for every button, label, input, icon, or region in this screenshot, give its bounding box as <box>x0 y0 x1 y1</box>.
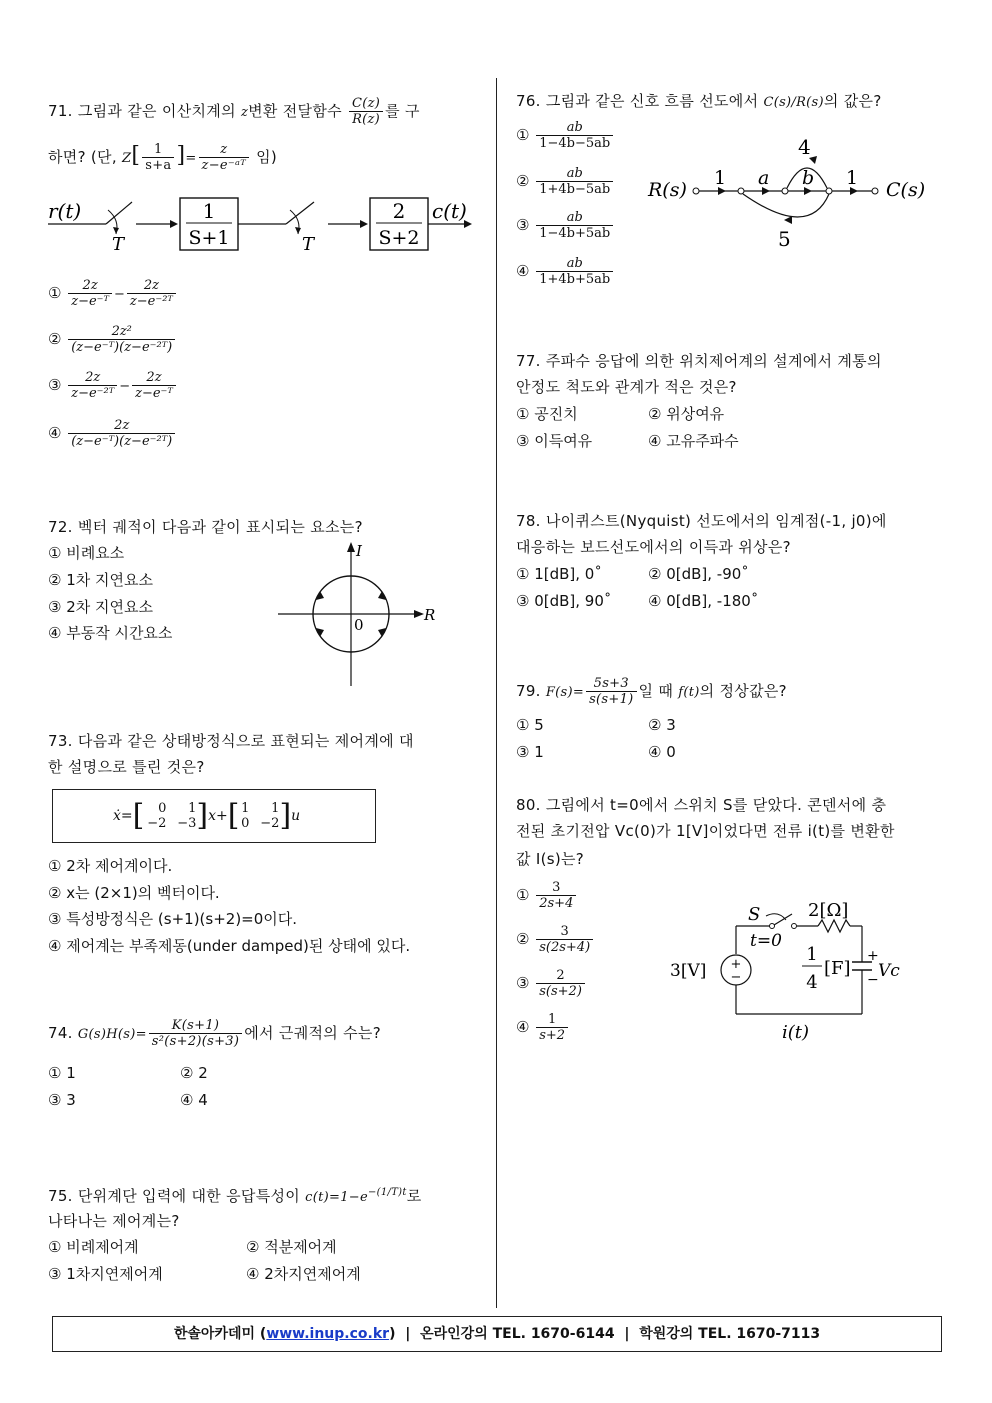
q76-opt4-num: ab <box>536 256 613 272</box>
q76-loop-gain-5: 5 <box>778 227 791 250</box>
q73-option-2[interactable]: ② x는 (2×1)의 벡터이다. <box>48 884 220 902</box>
q71-line2: 하면? (단, Z[ $\frac{1}{s+a}$ ]= $\frac{z}{\text{z−e⁻ᵃᵀ}}$ 임) <box>48 142 278 173</box>
q76-signal-flow-graph <box>646 134 936 250</box>
q71-hint-num: 1 <box>142 142 174 158</box>
footer-brand: 한솔아카데미 <box>173 1326 256 1342</box>
q80-switch-label: S <box>748 904 761 925</box>
q80-opt3-num: 2 <box>536 968 585 984</box>
q80-option-3[interactable] <box>516 968 587 999</box>
q77-option-2[interactable]: ② 위상여유 <box>648 405 725 423</box>
q74-num: K(s+1) <box>149 1018 242 1034</box>
q71-frac-den: R(z) <box>352 112 381 127</box>
q79-suffix-b: 의 정상값은? <box>699 682 787 700</box>
q71-opt1-op: − <box>114 287 125 302</box>
q79-option-2[interactable]: ② 3 <box>648 716 676 734</box>
q76-loop-gain-4: 4 <box>798 135 811 159</box>
q71-hint-z: Z <box>122 151 132 166</box>
q71-block1-den: S+1 <box>188 227 230 249</box>
q74-lhs: G(s)H(s)= <box>77 1027 147 1042</box>
q73-a22: −3 <box>177 816 197 831</box>
q80-vc-label: Vc <box>878 961 900 981</box>
q76-opt1-mark: ① <box>516 126 530 144</box>
q75-option-4[interactable]: ④ 2차지연제어계 <box>246 1265 361 1283</box>
q71-block2-den: S+2 <box>378 227 420 249</box>
q76-opt4-mark: ④ <box>516 262 530 280</box>
q71-option-3[interactable] <box>48 370 178 401</box>
q72-stem: 72. 벡터 궤적이 다음과 같이 표시되는 요소는? <box>48 518 363 536</box>
q74-option-3[interactable]: ③ 3 <box>48 1091 76 1109</box>
q71-opt3-b-den: z−e⁻ᵀ <box>135 386 173 401</box>
q77-stem-2: 안정도 척도와 관계가 적은 것은? <box>516 378 737 396</box>
q71-stem <box>48 96 478 127</box>
q71-hint-den: s+a <box>145 158 172 173</box>
q71-stem-c: 를 구 <box>385 102 420 120</box>
q80-opt1-num: 3 <box>536 880 576 896</box>
q73-eq-mid: x+ <box>208 808 228 824</box>
q71-block1-num: 1 <box>202 199 216 223</box>
q75-exponent: −(1/T)t <box>367 1187 407 1198</box>
q80-opt2-mark: ② <box>516 930 530 948</box>
q80-cap-plus: + <box>867 948 879 964</box>
q71-opt1-b-num: 2z <box>127 278 176 294</box>
q75-line2: 나타나는 제어계는? <box>48 1212 180 1230</box>
q76-opt2-mark: ② <box>516 172 530 190</box>
q73-a11: 0 <box>158 801 167 816</box>
q76-gain-b: b <box>802 167 815 189</box>
q78-option-2[interactable]: ② 0[dB], -90˚ <box>648 565 749 583</box>
q74-suffix: 에서 근궤적의 수는? <box>244 1024 381 1042</box>
q73-option-3[interactable]: ③ 특성방정식은 (s+1)(s+2)=0이다. <box>48 910 298 928</box>
q76-opt2-den: 1+4b−5ab <box>539 182 611 197</box>
q73-stem-2: 한 설명으로 틀린 것은? <box>48 758 205 776</box>
q76-option-1[interactable] <box>516 120 615 151</box>
q71-sampler2-label: T <box>302 234 315 255</box>
q73-stem-1: 73. 다음과 같은 상태방정식으로 표현되는 제어계에 대 <box>48 732 414 750</box>
q78-stem-1: 78. 나이퀴스트(Nyquist) 선도에서의 임계점(-1, j0)에 <box>516 512 887 530</box>
q71-option-2[interactable] <box>48 324 177 355</box>
q71-sampler1-label: T <box>112 234 125 255</box>
q80-stem-2: 전된 초기전압 Vc(0)가 1[V]이었다면 전류 i(t)를 변환한 <box>516 822 895 840</box>
q80-switch-time: t=0 <box>750 931 782 951</box>
q73-eq-lhs: ẋ= <box>113 808 133 824</box>
q76-stem-a: 76. 그림과 같은 신호 흐름 선도에서 <box>516 92 759 110</box>
q71-option-1[interactable] <box>48 278 178 309</box>
q76-opt1-den: 1−4b−5ab <box>539 136 611 151</box>
q71-opt2-den: (z−e⁻ᵀ)(z−e⁻²ᵀ) <box>71 340 173 355</box>
q76-stem-b: 의 값은? <box>823 92 882 110</box>
q71-hint-eq: = <box>185 151 197 166</box>
q71-opt1-a-den: z−e⁻ᵀ <box>71 294 109 309</box>
q71-opt4-num: 2z <box>68 418 175 434</box>
q78-stem-2: 대응하는 보드선도에서의 이득과 위상은? <box>516 538 791 556</box>
q79-den: s(s+1) <box>589 692 634 707</box>
q76-option-3[interactable] <box>516 210 615 241</box>
q73-b21: 0 <box>241 816 250 831</box>
q72-axis-r: R <box>424 606 436 624</box>
q80-rc-circuit <box>666 896 916 1046</box>
q80-stem-1: 80. 그림에서 t=0에서 스위치 S를 닫았다. 콘덴서에 충 <box>516 796 887 814</box>
q71-frac-num: C(z) <box>349 96 383 112</box>
q73-option-4[interactable]: ④ 제어계는 부족제동(under damped)된 상태에 있다. <box>48 937 411 955</box>
q76-option-4[interactable] <box>516 256 615 287</box>
q72-option-3[interactable]: ③ 2차 지연요소 <box>48 598 153 616</box>
q71-opt1-a-num: 2z <box>68 278 112 294</box>
q71-stem-b: 변환 전달함수 <box>248 102 342 120</box>
q71-opt2-num: 2z² <box>68 324 175 340</box>
q80-cap-minus: − <box>867 972 879 988</box>
q76-option-2[interactable] <box>516 166 615 197</box>
q73-eq-end: u <box>291 808 301 824</box>
q79-lhs: F(s)= <box>545 685 585 700</box>
q76-gain-1b: 1 <box>846 167 859 189</box>
q76-stem <box>516 88 882 116</box>
q80-opt4-den: s+2 <box>539 1028 566 1043</box>
q71-opt3-b-num: 2z <box>132 370 176 386</box>
q80-stem-3: 값 I(s)는? <box>516 850 585 868</box>
q74-den: s²(s+2)(s+3) <box>151 1034 240 1049</box>
q71-output-label: c(t) <box>432 199 467 223</box>
q73-option-1[interactable]: ① 2차 제어계이다. <box>48 857 173 875</box>
q77-option-3[interactable]: ③ 이득여유 <box>516 432 593 450</box>
q76-opt3-mark: ③ <box>516 216 530 234</box>
q80-opt4-mark: ④ <box>516 1018 530 1036</box>
q80-option-1[interactable] <box>516 880 578 911</box>
q73-b11: 1 <box>241 801 250 816</box>
q72-origin: 0 <box>354 616 364 634</box>
q71-stem-a: 71. 그림과 같은 이산치계의 <box>48 102 236 120</box>
q80-option-4[interactable] <box>516 1012 570 1043</box>
q76-gain-a: a <box>758 167 770 189</box>
q71-var: z <box>240 105 249 120</box>
footer-sep-2: | <box>624 1326 630 1342</box>
q77-option-4[interactable]: ④ 고유주파수 <box>648 432 739 450</box>
q76-node-out-label: C(s) <box>886 179 926 201</box>
q71-opt4-mark: ④ <box>48 424 62 442</box>
q74-option-1[interactable]: ① 1 <box>48 1064 76 1082</box>
q80-current-label: i(t) <box>782 1022 810 1043</box>
q71-line2-a: 하면? (단, <box>48 148 117 166</box>
q79-num: 5s+3 <box>586 676 636 692</box>
q71-rhs-den: z−e⁻ᵃᵀ <box>201 158 246 173</box>
q80-option-2[interactable] <box>516 924 595 955</box>
q78-option-1[interactable]: ① 1[dB], 0˚ <box>516 565 602 583</box>
q80-source-label: 3[V] <box>670 961 707 981</box>
q74-option-2[interactable]: ② 2 <box>180 1064 208 1082</box>
q75-formula: c(t)=1−e <box>305 1190 368 1205</box>
q78-option-4[interactable]: ④ 0[dB], -180˚ <box>648 592 759 610</box>
q80-opt3-mark: ③ <box>516 974 530 992</box>
q71-opt3-mark: ③ <box>48 376 62 394</box>
column-divider <box>496 78 497 1308</box>
q80-cap-unit: [F] <box>824 958 851 979</box>
page-footer: 한솔아카데미 (www.inup.co.kr) | 온라인강의 TEL. 1670-6144 | 학원강의 TEL. 1670-7113 <box>52 1316 942 1352</box>
q71-option-4[interactable] <box>48 418 177 449</box>
q80-opt4-num: 1 <box>536 1012 568 1028</box>
q71-opt3-op: − <box>119 379 131 394</box>
q71-opt1-b-den: z−e⁻²ᵀ <box>129 294 173 309</box>
q79-prefix: 79. <box>516 682 541 700</box>
q75-stem-b: 로 <box>406 1187 422 1205</box>
q80-source-plus: + <box>730 957 742 972</box>
q72-option-1[interactable]: ① 비례요소 <box>48 544 125 562</box>
q79-ft: f(t) <box>678 685 700 700</box>
q79-option-3[interactable]: ③ 1 <box>516 743 544 761</box>
footer-url-link[interactable]: www.inup.co.kr <box>266 1326 390 1342</box>
q72-option-4[interactable]: ④ 부동작 시간요소 <box>48 624 173 642</box>
q74-prefix: 74. <box>48 1024 73 1042</box>
q75-stem-a: 75. 단위계단 입력에 대한 응답특성이 <box>48 1187 301 1205</box>
q71-opt4-den: (z−e⁻ᵀ)(z−e⁻²ᵀ) <box>71 434 173 449</box>
q71-opt1-mark: ① <box>48 284 62 302</box>
footer-sep-1: | <box>405 1326 411 1342</box>
q76-opt3-den: 1−4b+5ab <box>539 226 611 241</box>
q76-opt4-den: 1+4b+5ab <box>539 272 611 287</box>
q71-block-diagram <box>46 190 476 260</box>
q73-equation-box: ẋ=[ 0 1 −2 −3]x+[ 1 1 0 −2]u <box>52 789 376 843</box>
q74-stem <box>48 1018 381 1049</box>
q80-cap-den: 4 <box>806 972 818 993</box>
q71-line2-b: 임) <box>256 148 278 166</box>
q76-opt3-num: ab <box>536 210 613 226</box>
q80-opt2-den: s(2s+4) <box>539 940 591 955</box>
q71-rhs-num: z <box>199 142 249 158</box>
q79-suffix-a: 일 때 <box>638 682 674 700</box>
q76-ratio: C(s)/R(s) <box>763 95 824 110</box>
q75-stem <box>48 1180 421 1211</box>
q71-input-label: r(t) <box>48 199 82 223</box>
q76-gain-1: 1 <box>714 167 727 189</box>
q72-vector-locus <box>276 540 446 690</box>
q77-option-1[interactable]: ① 공진치 <box>516 405 578 423</box>
q75-option-3[interactable]: ③ 1차지연제어계 <box>48 1265 163 1283</box>
q74-option-4[interactable]: ④ 4 <box>180 1091 208 1109</box>
q71-opt3-a-den: z−e⁻²ᵀ <box>71 386 115 401</box>
q73-b22: −2 <box>260 816 280 831</box>
q79-option-1[interactable]: ① 5 <box>516 716 544 734</box>
q75-option-2[interactable]: ② 적분제어계 <box>246 1238 337 1256</box>
q80-source-minus: − <box>730 970 742 985</box>
q80-opt1-den: 2s+4 <box>539 896 574 911</box>
q78-option-3[interactable]: ③ 0[dB], 90˚ <box>516 592 612 610</box>
q80-resistor-label: 2[Ω] <box>808 900 849 921</box>
footer-offline-phone: 학원강의 TEL. 1670-7113 <box>639 1326 821 1342</box>
q79-option-4[interactable]: ④ 0 <box>648 743 676 761</box>
q71-opt3-a-num: 2z <box>68 370 117 386</box>
q80-opt3-den: s(s+2) <box>539 984 582 999</box>
q79-stem <box>516 676 787 707</box>
q77-stem-1: 77. 주파수 응답에 의한 위치제어계의 설계에서 계통의 <box>516 352 882 370</box>
q80-resistor <box>818 920 850 932</box>
q80-opt2-num: 3 <box>536 924 593 940</box>
q80-opt1-mark: ① <box>516 886 530 904</box>
q73-b12: 1 <box>271 801 280 816</box>
q71-opt2-mark: ② <box>48 330 62 348</box>
q76-opt2-num: ab <box>536 166 613 182</box>
q73-a12: 1 <box>188 801 197 816</box>
q76-opt1-num: ab <box>536 120 613 136</box>
q76-node-in-label: R(s) <box>648 179 687 201</box>
footer-online-phone: 온라인강의 TEL. 1670-6144 <box>420 1326 615 1342</box>
q80-cap-num: 1 <box>806 944 818 965</box>
q72-axis-i: I <box>356 542 362 560</box>
q73-a21: −2 <box>147 816 167 831</box>
q71-block2-num: 2 <box>392 199 406 223</box>
q72-option-2[interactable]: ② 1차 지연요소 <box>48 571 153 589</box>
q75-option-1[interactable]: ① 비례제어계 <box>48 1238 139 1256</box>
